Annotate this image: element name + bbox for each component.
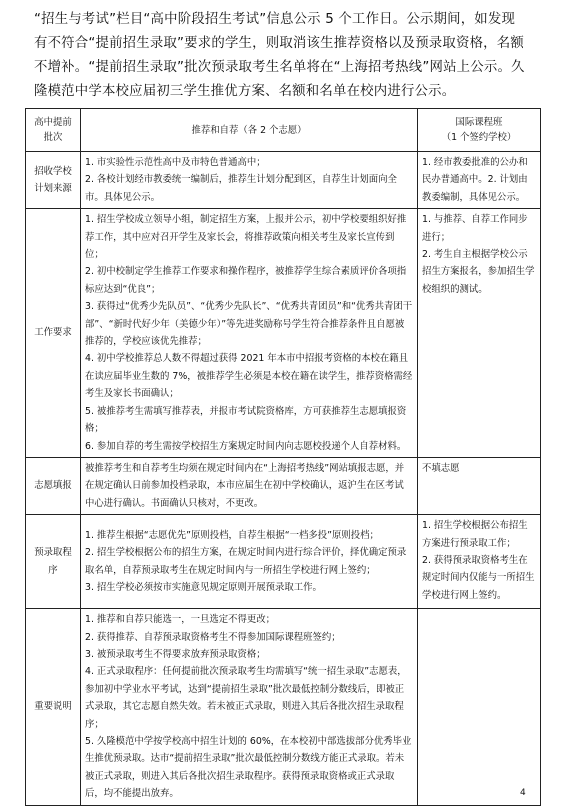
recommend-cell	[81, 209, 418, 458]
row-label: 招收学校 计划来源	[26, 152, 81, 209]
cell-paragraph: 不填志愿	[422, 462, 460, 474]
row-label: 工作要求	[26, 209, 81, 458]
cell-paragraph: 2. 获得推荐、自荐预录取资格考生不得参加国际课程班签约；	[85, 631, 341, 643]
cell-paragraph: 1. 招生学校成立领导小组，制定招生方案，上报并公示，初中学校要组织好推荐工作，其中应对召开学生及家长会，将推荐政策向相关考生及家长宣传到位；	[85, 214, 407, 261]
admission-table	[25, 108, 541, 806]
cell-paragraph: 被推荐考生和自荐考生均须在规定时间内在“上海招考热线”网站填报志愿，并在规定确认日前参加投档录取，本市应届生在初中学校确认，返沪生在区考试中心进行确认。书面确认只核对，不更改。	[85, 462, 405, 509]
cell-paragraph: 1. 与推荐、自荐工作同步进行；	[422, 214, 528, 243]
cell-paragraph: 6. 参加自荐的考生需按学校招生方案规定时间内向志愿校投递个人自荐材料。	[85, 440, 407, 452]
intro-line: 有不符合“提前招生录取”要求的学生，则取消该生推荐资格以及预录取资格，名额	[34, 36, 524, 51]
cell-paragraph: 5. 被推荐考生需填写推荐表，并报市考试院资格库，方可获推荐生志愿填报资格；	[85, 405, 407, 435]
intro-line: 隆模范中学本校应届初三学生推优方案、名额和名单在校内进行公示。	[34, 84, 456, 99]
cell-paragraph: 2. 招生学校根据公布的招生方案，在规定时间内进行综合评价，择优确定预录取名单，自荐预录取考生在规定时间内与一所招生学校进行网上签约；	[85, 547, 407, 576]
header-recommend: 推荐和自荐（各 2 个志愿）	[81, 109, 418, 152]
table-row	[26, 609, 541, 805]
international-cell	[418, 209, 541, 458]
cell-paragraph: 1. 经市教委批准的公办和民办普通高中。2. 计划由教委编制，具体见公示。	[422, 157, 528, 203]
cell-paragraph: 4. 正式录取程序：任何提前批次预录取考生均需填写“统一招生录取”志愿表，参加初中学业水平考试，达到“提前招生录取”批次最低控制分数线后，即被正式录取，其它志愿自然失效。若未被正式录取，则进入其后各批次招生录取程序；	[85, 666, 407, 730]
table-row	[26, 515, 541, 609]
cell-paragraph: 1. 招生学校根据公布招生方案进行预录取工作；	[422, 520, 528, 549]
international-cell	[418, 152, 541, 209]
page-number: 4	[520, 788, 526, 798]
cell-paragraph: 3. 招生学校必须按市实施意见规定原则开展预录取工作。	[85, 582, 322, 594]
recommend-cell	[81, 152, 418, 209]
header-batch: 高中提前 批次	[26, 109, 81, 152]
row-label: 预录取程序	[26, 515, 81, 609]
cell-paragraph: 1. 推荐和自荐只能选一，一旦选定不得更改；	[85, 614, 276, 626]
table-row	[26, 209, 541, 458]
cell-paragraph: 2. 考生自主根据学校公示招生方案报名，参加招生学校组织的测试。	[422, 249, 535, 295]
international-cell	[418, 515, 541, 609]
cell-paragraph: 4. 初中学校推荐总人数不得超过获得 2021 年本市中招报考资格的本校在籍且在读应届毕业生数的 7%，被推荐学生必须是本校在籍在读学生，推荐资格需经考生及家长书面确认；	[85, 353, 413, 400]
recommend-cell	[81, 457, 418, 514]
intro-paragraph	[34, 8, 534, 104]
intro-line: 不增补。“提前招生录取”批次预录取考生名单将在“上海招考热线”网站上公示。久	[34, 60, 525, 75]
table-row	[26, 152, 541, 209]
cell-paragraph: 1. 推荐生根据“志愿优先”原则投档，自荐生根据“一档多投”原则投档；	[85, 529, 379, 541]
intro-line: “招生与考试”栏目“高中阶段招生考试”信息公示 5 个工作日。公示期间，如发现	[34, 12, 516, 27]
recommend-cell	[81, 609, 418, 805]
international-cell	[418, 609, 541, 805]
cell-paragraph: 5. 久隆模范中学按学校高中招生计划的 60%，在本校初中部选拔部分优秀毕业生推优预录取。达市“提前招生录取”批次最低控制分数线方能正式录取。若未被正式录取，则进入其后各批次招生录取程序。获得预录取资格或正式录取后，均不能提出放弃。	[85, 735, 412, 800]
cell-paragraph: 1. 市实验性示范性高中及市特色普通高中；	[85, 157, 266, 168]
cell-paragraph: 2. 初中校制定学生推荐工作要求和操作程序，被推荐学生综合素质评价各项指标应达到“优良”；	[85, 266, 407, 295]
cell-paragraph: 2. 获得预录取资格考生在规定时间内仅能与一所招生学校进行网上签约。	[422, 554, 535, 601]
recommend-cell	[81, 515, 418, 609]
cell-paragraph: 2. 各校计划经市教委统一编制后，推荐生计划分配到区，自荐生计划面向全市。具体见公示。	[85, 174, 397, 203]
international-cell	[418, 457, 541, 514]
table-row	[26, 457, 541, 514]
row-label: 重要说明	[26, 609, 81, 805]
cell-paragraph: 3. 被预录取考生不得要求放弃预录取资格；	[85, 648, 266, 660]
cell-paragraph: 3. 获得过“优秀少先队员”、“优秀少先队长”、“优秀共青团员”和“优秀共青团干部”、“新时代好少年（美德少年）”等先进奖励称号学生符合推荐条件且自愿被推荐的，学校应该优先推荐；	[85, 301, 413, 348]
table-header-row	[26, 109, 541, 152]
row-label: 志愿填报	[26, 457, 81, 514]
header-international: 国际课程班 （1 个签约学校）	[418, 109, 541, 152]
